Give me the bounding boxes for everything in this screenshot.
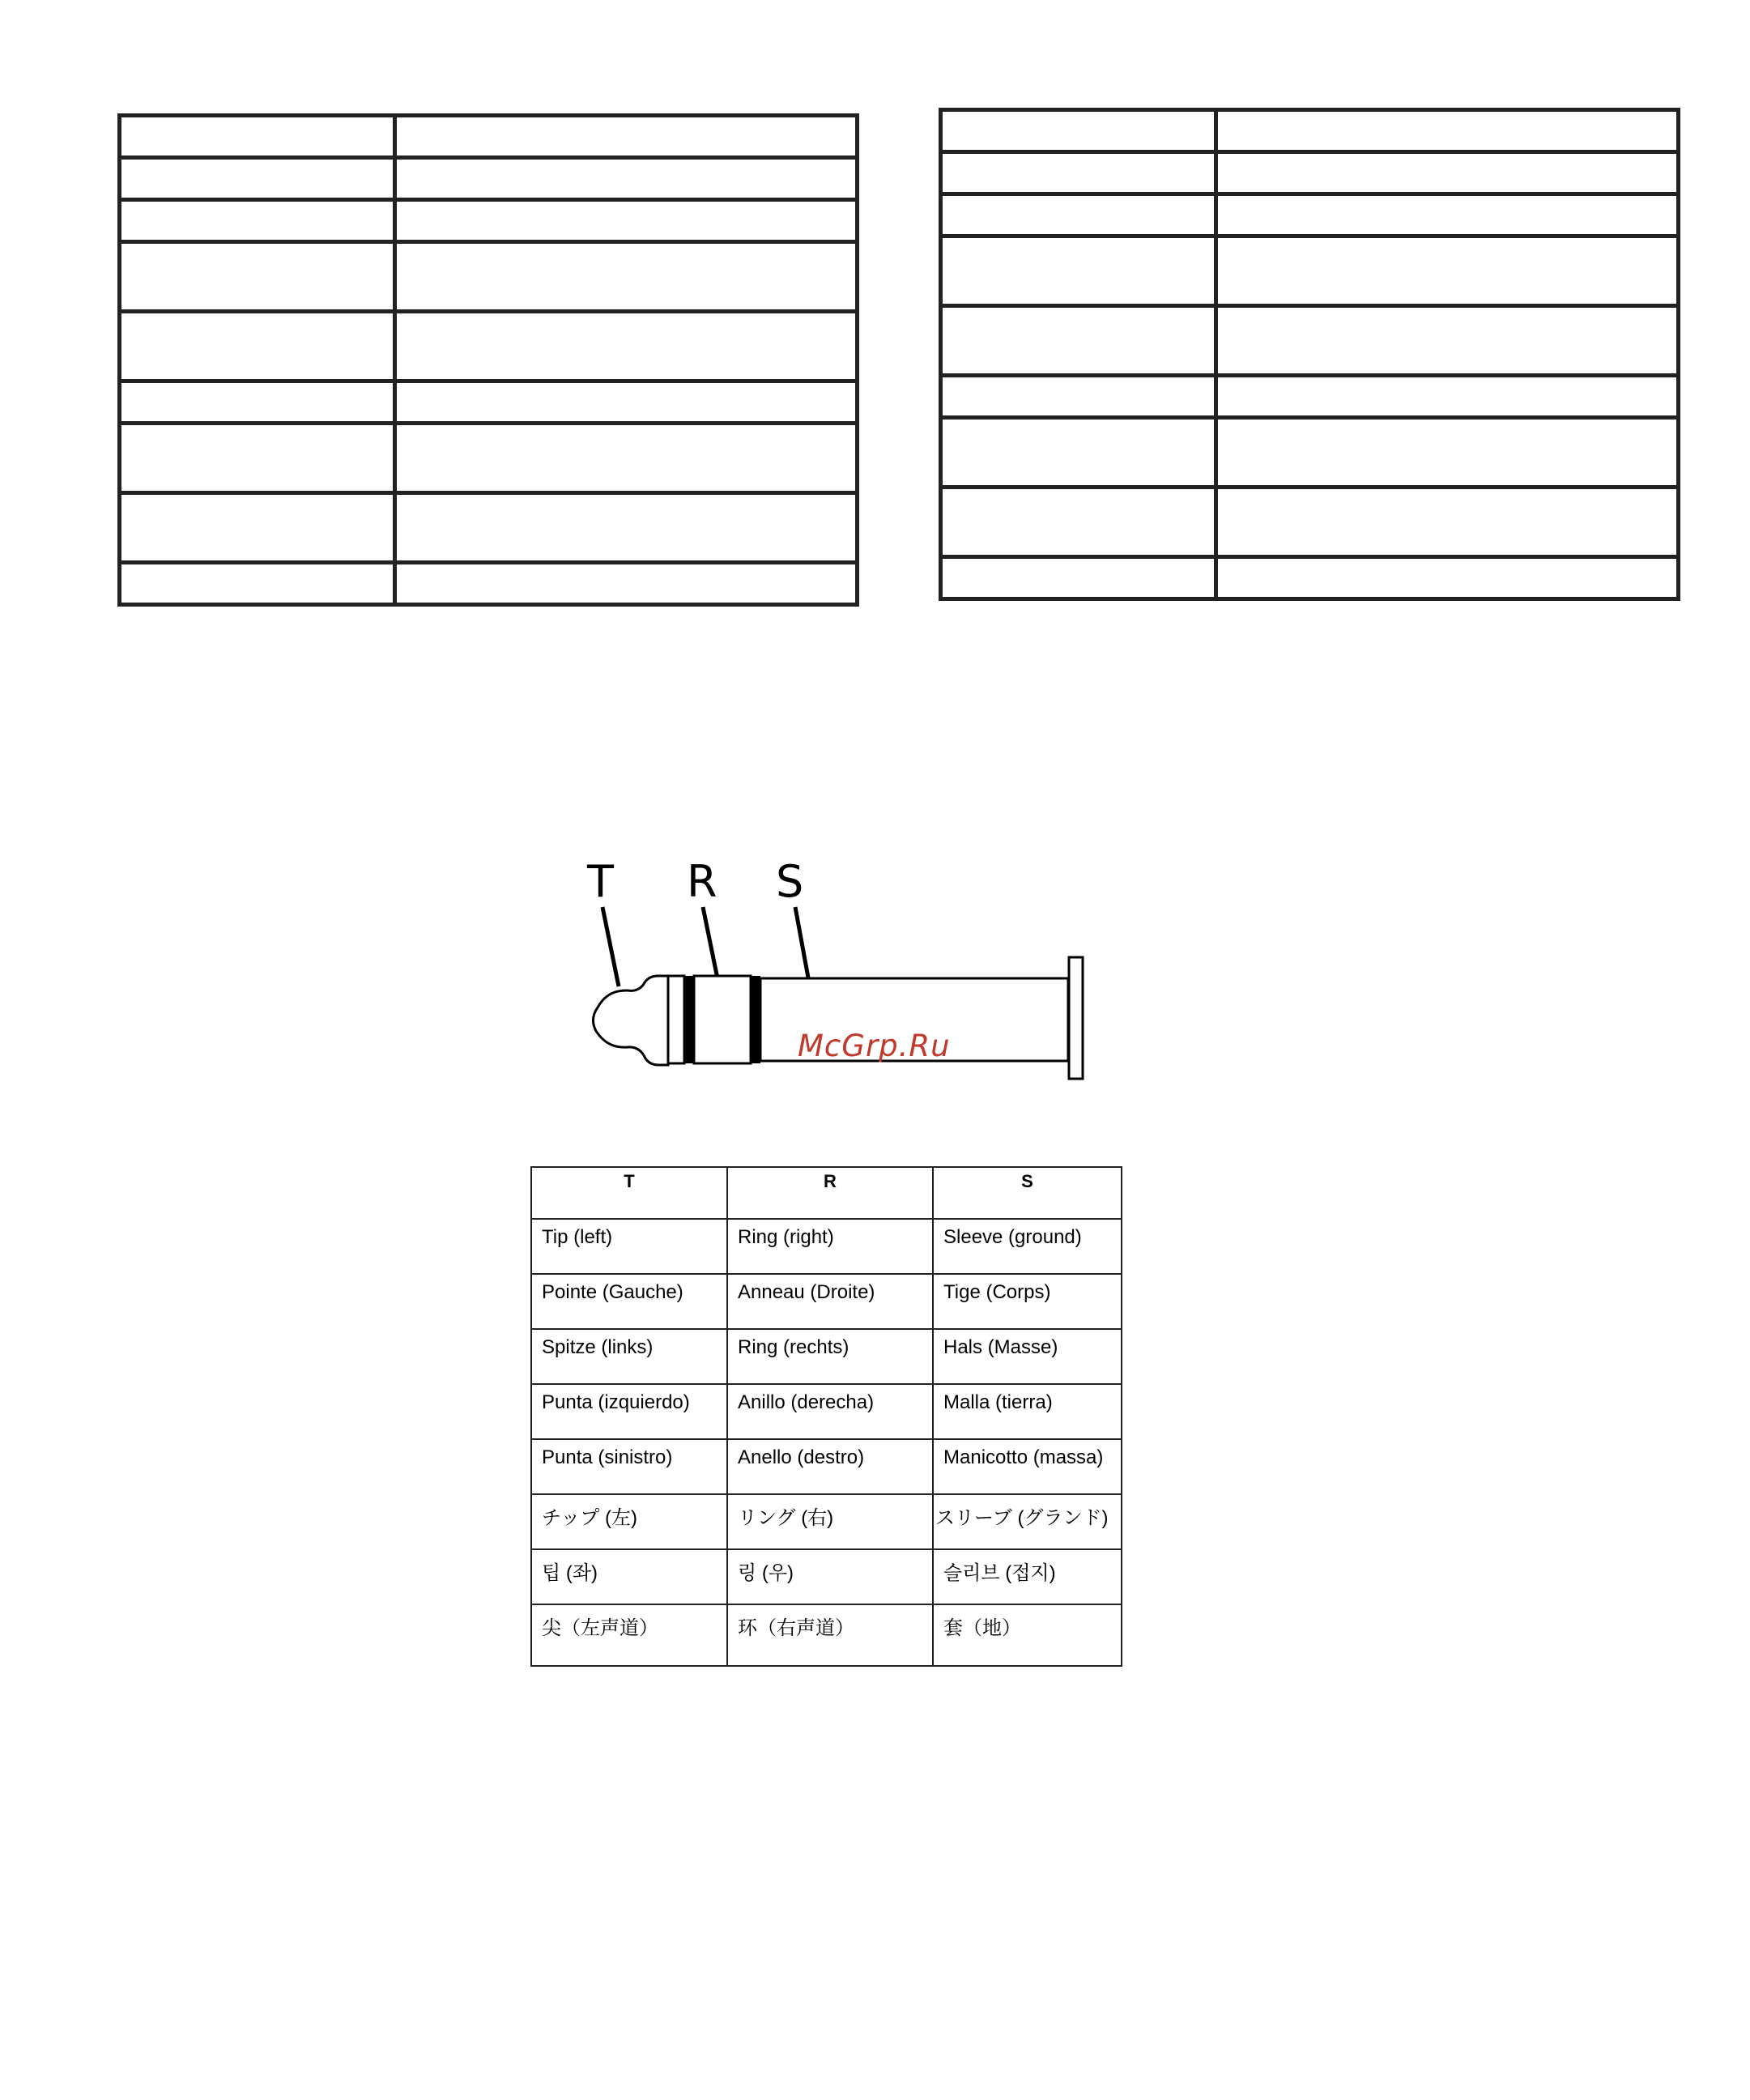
table-header-row: [531, 1167, 1122, 1219]
table-cell: [1216, 236, 1679, 306]
plug-insulator-band: [751, 976, 760, 1063]
table-cell: [941, 488, 1216, 557]
trs-wiring-table: [530, 1166, 1122, 1667]
table-cell: [1216, 376, 1679, 418]
table-cell: [395, 312, 858, 381]
header-sleeve: S: [933, 1167, 1122, 1219]
table-cell: [1216, 110, 1679, 152]
table-cell: [941, 376, 1216, 418]
table-row: [531, 1219, 1122, 1274]
sleeve-leader-line: [795, 907, 810, 986]
blank-table-left: [117, 113, 859, 607]
cell-tip: Punta (izquierdo): [531, 1384, 727, 1439]
table-cell: [395, 563, 858, 605]
table-row: [531, 1274, 1122, 1329]
table-cell: [395, 424, 858, 493]
label-ring: R: [687, 856, 717, 907]
table-cell: [941, 152, 1216, 194]
cell-tip: 尖（左声道）: [531, 1604, 727, 1666]
cell-sleeve: Manicotto (massa): [933, 1439, 1122, 1494]
table-row: [531, 1439, 1122, 1494]
cell-sleeve: Malla (tierra): [933, 1384, 1122, 1439]
cell-ring: Ring (right): [727, 1219, 933, 1274]
cell-ring: 링 (우): [727, 1549, 933, 1604]
table-cell: [1216, 306, 1679, 376]
table-cell: [1216, 152, 1679, 194]
tip-leader-line: [602, 907, 619, 986]
table-cell: [1216, 488, 1679, 557]
table-cell: [941, 194, 1216, 236]
blank-table-right: [939, 108, 1680, 601]
table-cell: [1216, 418, 1679, 488]
cell-ring: 环（右声道）: [727, 1604, 933, 1666]
ring-leader-line: [703, 907, 719, 986]
table-row: [531, 1329, 1122, 1384]
table-cell: [1216, 194, 1679, 236]
cell-ring: Anello (destro): [727, 1439, 933, 1494]
table-row: [531, 1494, 1122, 1549]
table-cell: [941, 418, 1216, 488]
cell-tip: Tip (left): [531, 1219, 727, 1274]
table-cell: [941, 306, 1216, 376]
cell-tip: 팁 (좌): [531, 1549, 727, 1604]
table-cell: [120, 116, 395, 158]
cell-sleeve: スリーブ (グランド): [933, 1494, 1122, 1549]
table-cell: [1216, 557, 1679, 599]
cell-ring: Ring (rechts): [727, 1329, 933, 1384]
label-sleeve: S: [776, 856, 804, 907]
cell-sleeve: 套（地）: [933, 1604, 1122, 1666]
plug-flange: [1069, 957, 1083, 1079]
watermark: McGrp.Ru: [798, 1029, 951, 1063]
cell-sleeve: Hals (Masse): [933, 1329, 1122, 1384]
plug-tip: [593, 976, 668, 1065]
table-cell: [395, 158, 858, 200]
table-row: [531, 1549, 1122, 1604]
table-cell: [120, 312, 395, 381]
table-cell: [395, 200, 858, 242]
cell-tip: Pointe (Gauche): [531, 1274, 727, 1329]
table-cell: [395, 116, 858, 158]
header-ring: R: [727, 1167, 933, 1219]
table-cell: [120, 158, 395, 200]
table-cell: [941, 110, 1216, 152]
table-row: [531, 1384, 1122, 1439]
table-cell: [395, 381, 858, 424]
cell-tip: Spitze (links): [531, 1329, 727, 1384]
header-tip: T: [531, 1167, 727, 1219]
table-cell: [395, 242, 858, 312]
table-cell: [941, 236, 1216, 306]
label-tip: T: [587, 856, 614, 907]
table-cell: [120, 242, 395, 312]
plug-ring: [694, 976, 751, 1063]
table-cell: [120, 424, 395, 493]
table-cell: [941, 557, 1216, 599]
cell-sleeve: 슬리브 (접지): [933, 1549, 1122, 1604]
table-cell: [120, 381, 395, 424]
plug-insulator-band: [684, 976, 694, 1063]
table-cell: [395, 493, 858, 563]
plug-insulator: [668, 976, 684, 1063]
cell-tip: Punta (sinistro): [531, 1439, 727, 1494]
cell-tip: チップ (左): [531, 1494, 727, 1549]
cell-ring: Anneau (Droite): [727, 1274, 933, 1329]
table-cell: [120, 493, 395, 563]
cell-ring: リング (右): [727, 1494, 933, 1549]
table-cell: [120, 200, 395, 242]
cell-sleeve: Tige (Corps): [933, 1274, 1122, 1329]
cell-ring: Anillo (derecha): [727, 1384, 933, 1439]
table-cell: [120, 563, 395, 605]
cell-sleeve: Sleeve (ground): [933, 1219, 1122, 1274]
table-row: [531, 1604, 1122, 1666]
